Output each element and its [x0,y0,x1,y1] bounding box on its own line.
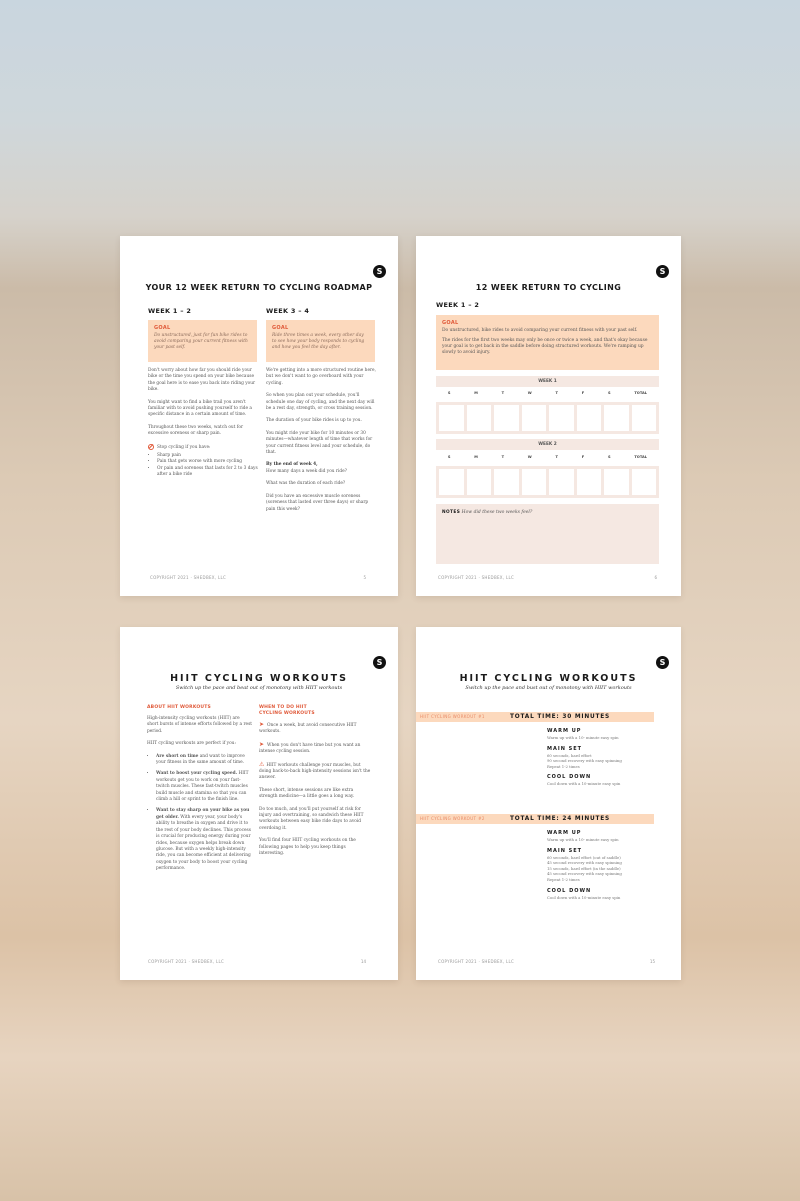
week-1-days [436,390,659,396]
main-set-line: 45 second recovery with easy spinning [547,871,622,877]
bullet-bold: Want to boost your cycling speed. [156,771,238,777]
list-item [156,754,252,767]
page-number: 14 [360,959,366,964]
day-cell[interactable] [549,469,574,495]
day-label: M [474,391,478,395]
day-cell[interactable] [549,405,574,431]
cool-down-line: Cool down with a 10-minute easy spin [547,894,621,900]
workout-1-details [547,728,677,787]
bullet-text: HIIT workouts get you to work on your fast-twitch muscles. These fast-twitch muscles build muscle and stamina so that you can climb a hill or sprint to the finish line. [156,771,249,803]
page-number: 5 [363,575,366,580]
week-2-grid [436,466,659,498]
page-title: HIIT CYCLING WORKOUTS [170,673,348,684]
day-cell[interactable] [577,405,602,431]
day-label: TOTAL [634,391,648,395]
notes-box[interactable] [436,504,659,564]
list-item [156,808,252,872]
page-footer: COPYRIGHT 2021 · SHEDBEX, LLC [150,575,227,580]
day-label: TOTAL [634,455,648,459]
day-cell[interactable] [522,405,547,431]
page-footer: COPYRIGHT 2021 · SHEDBEX, LLC [438,959,515,964]
workout-1-bar [416,712,654,722]
goal-label: GOAL [272,325,289,331]
recommendation-text: Once a week, but avoid consecutive HIIT workouts. [259,723,357,735]
arrow-icon: ➤ [259,740,265,748]
question: How many days a week did you ride? [266,468,347,474]
day-label: W [527,391,532,395]
week-3-4-heading: WEEK 3 – 4 [266,307,310,315]
page-title: 12 WEEK RETURN TO CYCLING [475,283,622,292]
total-cell[interactable] [632,405,657,431]
day-cell[interactable] [467,469,492,495]
week-1-2-body [148,368,260,479]
goal-text-2: The rides for the first two weeks may only be once or twice a week, and that's okay because your goal is to get back in the saddle before doing structured workouts. We're ramping up slowly to avoid injury. [442,338,648,355]
workout-total-time: TOTAL TIME: 24 MINUTES [510,816,611,822]
main-set-line: 90 second recovery with easy spinning [547,758,622,764]
cool-down-heading: COOL DOWN [547,887,592,894]
paragraph: We're getting into a more structured routine here, but we don't want to go overboard with your cycling. [266,368,376,386]
workout-2-bar [416,814,654,824]
list-item: • Or pain and soreness that lasts for 2 to 3 days after a bike ride [157,466,260,479]
about-hiit-heading: ABOUT HIIT WORKOUTS [147,705,211,710]
goal-label: GOAL [154,325,171,331]
day-cell[interactable] [439,469,464,495]
day-label: S [607,455,611,459]
week-2-strip: WEEK 2 [436,439,659,450]
week-1-2-heading: WEEK 1 – 2 [436,301,480,309]
workout-total-time: TOTAL TIME: 30 MINUTES [510,714,611,720]
question: What was the duration of each ride? [266,481,346,487]
paragraph: Do too much, and you'll put yourself at risk for injury and overtraining, so sandwich these HIIT workouts between easy bike ride days to avoid overdoing it. [259,806,364,831]
week-1-grid [436,402,659,434]
goal-box-week-1-2 [148,320,257,362]
recommendation-item [259,742,371,756]
warm-up-heading: WARM UP [547,830,582,836]
week-1-strip: WEEK 1 [436,376,659,387]
day-label: M [474,455,478,459]
stop-icon [148,444,154,450]
goal-text: Do unstructured, just for fun bike rides to avoid comparing your current fitness with your past self. [154,333,248,350]
week-3-4-body [266,368,376,519]
main-set-line: 45 second recovery with easy spinning [547,860,622,866]
page-number: 6 [654,575,657,580]
cool-down-heading: COOL DOWN [547,774,592,781]
arrow-icon: ➤ [259,721,265,728]
paragraph: You'll find four HIIT cycling workouts on the following pages to help you keep things interesting. [259,838,356,857]
main-set-line: 15 seconds, hard effort (in the saddle) [547,865,621,871]
day-label: W [527,455,532,459]
paragraph: High-intensity cycling workouts (HIIT) are short bursts of intense efforts followed by a rest period. [147,716,253,734]
end-of-week-label: By the end of week 4, [266,462,318,468]
page-subtitle: Switch up the pace and bust out of monotony with HIIT workouts [465,685,632,691]
goal-text: Ride three times a week, every other day to see how your body responds to cycling and how you feel the day after. [272,333,365,350]
bullet-text: and want to improve your fitness in the same amount of time. [156,753,245,766]
recommendation-text: When you don't have time but you want an intense cycling session. [259,742,361,755]
total-cell[interactable] [632,469,657,495]
day-label: T [555,391,558,395]
warning-item [259,762,371,782]
main-set-line: Repeat 1-2 times [547,763,580,769]
benefit-list [147,754,252,873]
goal-box [436,315,659,370]
paragraph: So when you plan out your schedule, you'll schedule one day of cycling, and the next day will be a rest day, strength, or cross training session. [266,393,375,412]
main-set-line: 60 seconds, hard effort (out of saddle) [547,854,621,860]
page-title: HIIT CYCLING WORKOUTS [459,673,638,684]
recommendation-item [259,722,371,736]
about-hiit-column [147,705,252,873]
paragraph: The duration of your bike rides is up to you. [266,418,362,424]
question: Did you have an excessive muscle soreness (soreness that lasted over three days) or sharp pain this week? [266,493,369,512]
cool-down-line: Cool down with a 10-minute easy spin [547,781,621,787]
notes-prompt: How did these two weeks feel? [461,510,533,515]
day-cell[interactable] [604,469,629,495]
hiit-intro-page [120,627,398,980]
warning-icon: ⚠ [259,760,265,768]
day-label: S [447,455,451,459]
day-label: T [501,455,505,459]
list-item [156,771,252,803]
when-to-do-heading: WHEN TO DO HIIT CYCLING WORKOUTS [259,705,315,716]
day-cell[interactable] [467,405,492,431]
week-2-days [436,454,659,460]
tracker-page [416,236,681,596]
paragraph: These short, intense sessions are like extra strength medicine—a little goes a long way. [259,787,355,800]
warm-up-heading: WARM UP [547,728,582,734]
day-cell[interactable] [522,469,547,495]
day-label: F [581,391,585,395]
day-cell[interactable] [577,469,602,495]
day-label: S [607,391,611,395]
brand-logo-icon: S [373,656,386,669]
day-label: F [581,455,585,459]
bullet-text: With every year, your body's ability to breathe in oxygen and drive it to the rest of your body declines. This process is crucial for producing energy during your rides, because oxygen helps break down glucose. But with a weekly high-intensity ride, you can become efficient at delivering oxygen to your body to boost your cycling performance. [156,814,251,872]
warning-text: HIIT workouts challenge your muscles, but doing back-to-back high-intensity sessions isn't the answer. [259,762,371,781]
main-set-line: Repeat 1-2 times [547,876,580,882]
notes-label: NOTES [442,510,461,515]
stop-list [148,453,260,479]
when-to-do-column [259,705,371,864]
warm-up-line: Warm up with a 10- minute easy spin [547,837,619,842]
list-item: • Sharp pain [157,453,260,459]
main-set-line: 60 seconds, hard effort [547,752,592,758]
day-cell[interactable] [604,405,629,431]
page-footer: COPYRIGHT 2021 · SHEDBEX, LLC [438,575,515,580]
day-label: T [555,455,558,459]
paragraph: HIIT cycling workouts are perfect if you: [147,741,236,747]
page-footer: COPYRIGHT 2021 · SHEDBEX, LLC [148,959,225,964]
day-label: S [447,391,451,395]
paragraph: Don't worry about how far you should ride your bike or the time you spend on your bike because the goal here is to ease you back into riding your bike. [148,368,256,393]
day-label: T [501,391,505,395]
main-set-heading: MAIN SET [547,847,583,854]
page-title: YOUR 12 WEEK RETURN TO CYCLING ROADMAP [145,283,373,292]
goal-text: Do unstructured, bike rides to avoid comparing your current fitness with your past self. [442,328,638,333]
brand-logo-icon: S [373,265,386,278]
hiit-workouts-page [416,627,681,980]
stop-cycling-note [148,444,260,451]
goal-label: GOAL [442,320,459,326]
goal-box-week-3-4 [266,320,375,362]
page-subtitle: Switch up the pace and beat out of monotony with HIIT workouts [175,685,343,691]
day-cell[interactable] [494,405,519,431]
bullet-bold: Want to stay sharp on your bike as you get older. [156,808,250,820]
stop-label: Stop cycling if you have: [157,444,211,450]
brand-logo-icon: S [656,656,669,669]
paragraph: You might want to find a bike trail you aren't familiar with to avoid pushing yourself to ride a specific distance in a certain amount of time. [148,399,252,418]
main-set-heading: MAIN SET [547,745,583,752]
workout-label: HIIT CYCLING WORKOUT #2 [420,816,485,821]
workout-label: HIIT CYCLING WORKOUT #1 [420,714,485,719]
workout-2-details [547,830,677,900]
day-cell[interactable] [439,405,464,431]
paragraph: You might ride your bike for 10 minutes or 30 minutes—whatever length of time that works for your current fitness level and your schedule, do that. [266,430,373,456]
list-item: • Pain that gets worse with more cycling [157,459,260,465]
paragraph: Throughout these two weeks, watch out for excessive soreness or sharp pain. [148,424,244,437]
warm-up-line: Warm up with a 10- minute easy spin [547,735,619,740]
day-cell[interactable] [494,469,519,495]
bullet-bold: Are short on time [156,753,199,759]
brand-logo-icon: S [656,265,669,278]
roadmap-page [120,236,398,596]
page-number: 15 [649,959,655,964]
week-1-2-heading: WEEK 1 – 2 [148,307,192,315]
